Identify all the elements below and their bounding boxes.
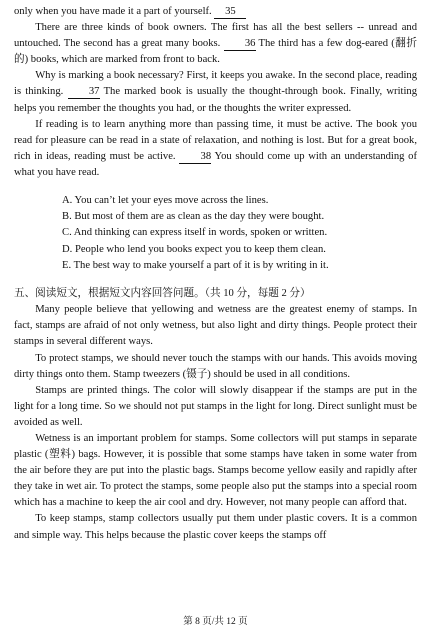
option-d: D. People who lend you books expect you to keep them clean.	[62, 243, 326, 255]
marking-reason-paragraph	[14, 68, 417, 116]
option-c: C. And thinking can express itself in words, spoken or written.	[62, 227, 328, 239]
book-owners-paragraph	[14, 20, 417, 68]
active-reading-text-a: If reading is to learn anything more than passing time, it must be active. The book you read for pleasure can be read in a state of relaxation, and nothing is lost. But for a great book, rich in ideas, reading must be active.	[14, 118, 417, 162]
option-e: E. The best way to make yourself a part of it is by writing in it.	[62, 259, 329, 271]
active-reading-paragraph	[14, 117, 417, 181]
marking-reason-text-a: Why is marking a book necessary? First, it keeps you awake. In the second place, reading is thinking.	[14, 70, 417, 98]
intro-tail-text: only when you have made it a part of yourself.	[14, 6, 212, 17]
blank-38: 38	[179, 151, 211, 164]
intro-tail-paragraph	[14, 4, 417, 20]
marking-reason-text-b: The marked book is usually the thought-through book. Finally, writing helps you remember the thoughts you had, or the thoughts the writer expressed.	[14, 86, 417, 114]
option-a: A. You can’t let your eyes move across the lines.	[62, 195, 269, 207]
active-reading-text-b: You should come up with an understanding of what you have read.	[14, 150, 417, 178]
option-b: B. But most of them are as clean as the day they were bought.	[62, 211, 325, 223]
stamps-paragraph-2: To protect stamps, we should never touch the stamps with our hands. This avoids moving dirty things onto them. Stamp tweezers (镊子) should be used in all conditions.	[14, 352, 417, 380]
stamps-paragraph-4: Wetness is an important problem for stamps. Some collectors will put stamps in separate plastic (塑料) bags. However, it is possible that some stamps have taken in some water from the air before they are put into the plastic bags. Stamps become yellow easily and rapidly after they take in wet air. To protect the stamps, some people also put the stamps into a special room which has a machine to keep the air cool and dry. However, not many people can afford that.	[14, 433, 417, 509]
page-number-footer: 第 8 页/共 12 页	[183, 617, 248, 627]
blank-37: 37	[68, 86, 100, 99]
stamps-paragraph-5: To keep stamps, stamp collectors usually put them under plastic covers. It is a common and simple way. This helps because the plastic cover keeps the stamps off	[14, 513, 417, 541]
book-owners-text-a: There are three kinds of book owners. The first has all the best sellers -- unread and untouched. The second has a great many books.	[14, 22, 417, 50]
blank-36: 36	[224, 38, 256, 51]
stamps-paragraph-1: Many people believe that yellowing and wetness are the greatest enemy of stamps. In fact, stamps are afraid of not only wetness, but also light and dirty things. People protect their stamps in several different ways.	[14, 304, 417, 348]
book-owners-text-b: The third has a few dog-eared (翻折的) books, which are marked from front to back.	[14, 38, 417, 66]
section-5-heading: 五、阅读短文，根据短文内容回答问题。（共 10 分，每题 2 分）	[14, 288, 311, 300]
stamps-paragraph-3: Stamps are printed things. The color will slowly disappear if the stamps are put in the light for a long time. So we should not put stamps in the light for long. Direct sunlight must be avoided as well.	[14, 384, 417, 428]
answer-options	[62, 193, 417, 274]
blank-35: 35	[214, 6, 246, 19]
